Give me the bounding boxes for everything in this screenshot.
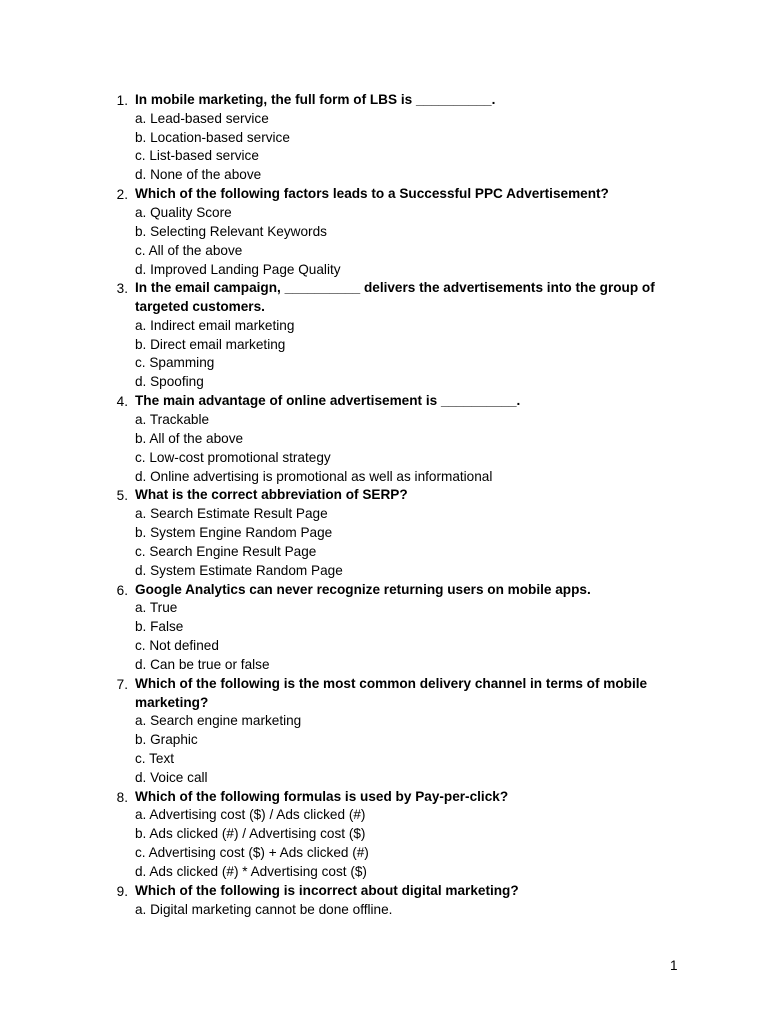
- answer-option: d. Improved Landing Page Quality: [135, 261, 341, 277]
- answer-option: b. Graphic: [135, 732, 198, 747]
- answer-option: d. Voice call: [135, 769, 208, 785]
- option-list: [0, 901, 768, 920]
- question-text: Which of the following formulas is used by Pay-per-click?: [135, 788, 509, 804]
- answer-option: d. Ads clicked (#) * Advertising cost ($): [135, 864, 367, 880]
- question-number: 9.: [116, 883, 128, 899]
- question-item: [0, 279, 768, 392]
- answer-option: a. True: [135, 600, 178, 616]
- question-row: [0, 91, 768, 110]
- question-row: [0, 392, 768, 411]
- answer-option: a. Lead-based service: [135, 110, 269, 126]
- question-text: Which of the following is the most common delivery channel in terms of mobile marketing?: [135, 675, 648, 710]
- answer-option: a. Digital marketing cannot be done offline.: [135, 901, 393, 917]
- question-number: 5.: [116, 488, 128, 504]
- answer-option: c. Spamming: [135, 355, 215, 371]
- question-item: [0, 392, 768, 486]
- answer-option: c. All of the above: [135, 242, 243, 258]
- question-row: [0, 581, 768, 600]
- answer-option: d. System Estimate Random Page: [135, 562, 343, 578]
- option-list: [0, 204, 768, 280]
- question-number: 4.: [116, 394, 128, 410]
- question-text: Which of the following factors leads to a Successful PPC Advertisement?: [135, 186, 609, 202]
- answer-option: a. Trackable: [135, 411, 210, 427]
- question-text: In the email campaign, __________ delivers the advertisements into the group of targeted customers.: [135, 280, 655, 315]
- question-number: 1.: [116, 93, 128, 108]
- option-list: [0, 411, 768, 487]
- answer-option: a. Quality Score: [135, 204, 232, 220]
- question-row: [0, 788, 768, 807]
- option-list: [0, 110, 768, 186]
- question-item: [0, 882, 768, 920]
- question-list: [0, 91, 768, 919]
- option-list: [0, 317, 768, 393]
- answer-option: c. Low-cost promotional strategy: [135, 449, 331, 465]
- question-item: [0, 486, 768, 580]
- answer-option: a. Search engine marketing: [135, 713, 302, 729]
- question-item: [0, 91, 768, 185]
- question-row: [0, 675, 768, 712]
- option-list: [0, 599, 768, 675]
- answer-option: a. Indirect email marketing: [135, 317, 295, 333]
- answer-option: c. Text: [135, 750, 175, 766]
- answer-option: b. System Engine Random Page: [135, 524, 333, 540]
- answer-option: c. Search Engine Result Page: [135, 543, 317, 559]
- question-number: 3.: [116, 281, 128, 297]
- option-list: [0, 505, 768, 581]
- question-row: [0, 882, 768, 901]
- answer-option: b. Direct email marketing: [135, 336, 286, 352]
- question-number: 6.: [116, 582, 128, 598]
- page-number: 1: [670, 958, 678, 973]
- answer-option: a. Search Estimate Result Page: [135, 506, 328, 522]
- answer-option: c. Advertising cost ($) + Ads clicked (#): [135, 845, 369, 861]
- answer-option: b. Location-based service: [135, 129, 290, 145]
- question-text: What is the correct abbreviation of SERP?: [135, 487, 408, 503]
- answer-option: d. Online advertising is promotional as well as informational: [135, 468, 493, 484]
- answer-option: b. False: [135, 619, 184, 635]
- answer-option: b. Selecting Relevant Keywords: [135, 223, 327, 239]
- question-item: [0, 675, 768, 788]
- answer-option: a. Advertising cost ($) / Ads clicked (#): [135, 807, 366, 823]
- question-item: [0, 581, 768, 675]
- option-list: [0, 712, 768, 788]
- question-text: The main advantage of online advertisement is __________.: [135, 393, 521, 409]
- question-item: [0, 185, 768, 279]
- answer-option: d. Can be true or false: [135, 657, 270, 672]
- question-row: [0, 185, 768, 204]
- answer-option: d. None of the above: [135, 167, 262, 183]
- question-row: [0, 486, 768, 505]
- question-number: 8.: [116, 789, 128, 805]
- question-text: In mobile marketing, the full form of LBS is __________.: [135, 92, 496, 107]
- question-number: 7.: [116, 676, 128, 692]
- question-text: Google Analytics can never recognize returning users on mobile apps.: [135, 581, 591, 597]
- answer-option: b. Ads clicked (#) / Advertising cost ($): [135, 826, 366, 842]
- answer-option: d. Spoofing: [135, 374, 204, 390]
- question-item: [0, 788, 768, 882]
- question-text: Which of the following is incorrect about digital marketing?: [135, 882, 519, 898]
- answer-option: c. Not defined: [135, 638, 219, 654]
- answer-option: b. All of the above: [135, 430, 244, 446]
- question-number: 2.: [116, 187, 128, 203]
- question-row: [0, 279, 768, 316]
- answer-option: c. List-based service: [135, 148, 259, 164]
- option-list: [0, 806, 768, 882]
